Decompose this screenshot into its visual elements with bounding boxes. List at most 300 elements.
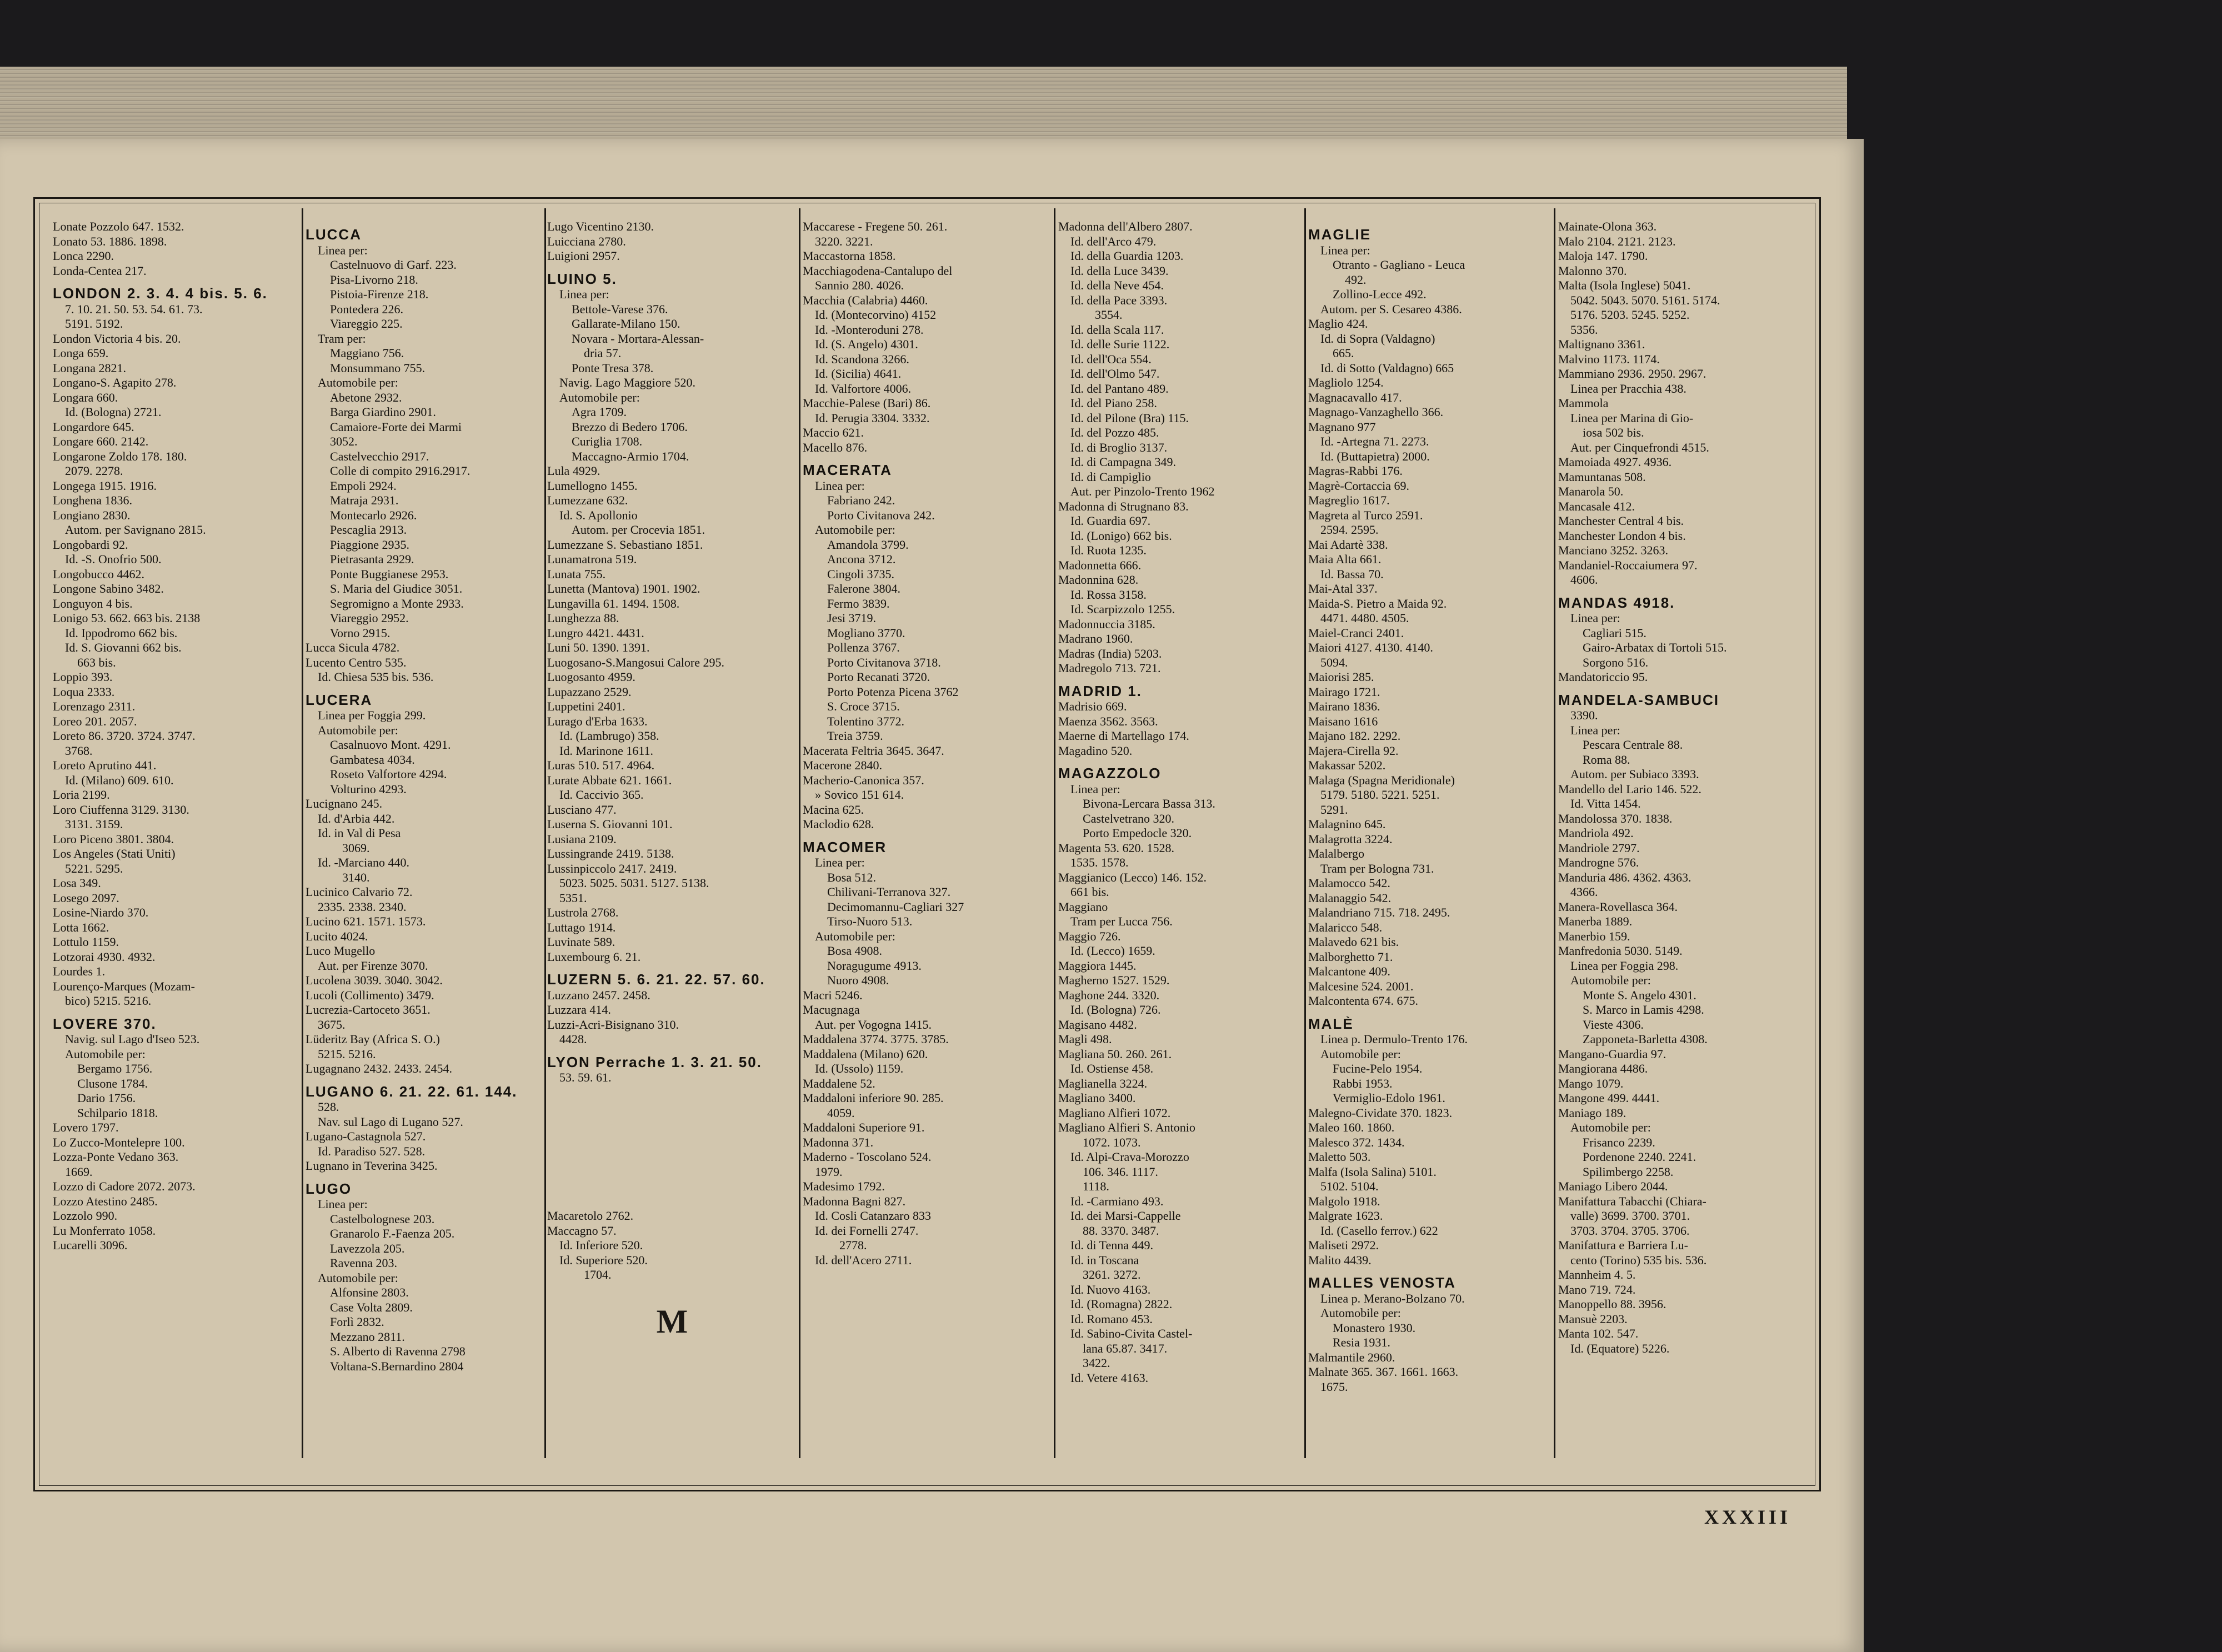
index-entry: Madonna di Strugnano 83. (1058, 499, 1189, 513)
index-entry: Lonato 53. 1886. 1898. (53, 234, 167, 248)
index-entry: Bettole-Varese 376. (572, 302, 668, 316)
index-entry: Mandatoriccio 95. (1558, 670, 1648, 684)
index-entry: dria 57. (584, 346, 622, 360)
index-entry: Pontedera 226. (330, 302, 403, 316)
index-entry: Id. Sabino-Civita Castel- (1070, 1326, 1193, 1340)
index-entry: Madras (India) 5203. (1058, 646, 1162, 660)
index-entry: Id. Inferiore 520. (559, 1238, 643, 1252)
index-entry: Cagliari 515. (1583, 625, 1647, 640)
index-entry: Loppio 393. (53, 670, 113, 684)
index-entry: Pordenone 2240. 2241. (1583, 1150, 1696, 1164)
index-entry: Volturino 4293. (330, 782, 407, 796)
index-heading: MAGAZZOLO (1058, 766, 1162, 781)
index-entry: Luras 510. 517. 4964. (547, 758, 655, 772)
index-entry: valle) 3699. 3700. 3701. (1570, 1209, 1690, 1223)
index-entry: Gambatesa 4034. (330, 752, 415, 767)
index-entry: Automobile per: (559, 390, 640, 404)
index-entry: Lucinico Calvario 72. (306, 885, 413, 899)
column-rule (302, 208, 303, 1458)
index-entry: Lungro 4421. 4431. (547, 625, 644, 640)
index-column-5 (1058, 219, 1300, 1464)
index-entry: Magreglio 1617. (1308, 493, 1390, 507)
index-entry: 3422. (1083, 1356, 1110, 1370)
index-entry: Viareggio 2952. (330, 611, 409, 625)
index-entry: Malgrate 1623. (1308, 1209, 1383, 1223)
index-entry: Id. Caccivio 365. (559, 788, 644, 802)
index-entry: Id. del Pilone (Bra) 115. (1070, 411, 1189, 425)
index-entry: Id. di Campagna 349. (1070, 455, 1177, 469)
index-entry: Linea per: (318, 243, 368, 257)
index-entry: Mandolossa 370. 1838. (1558, 811, 1673, 825)
index-entry: Porto Civitanova 242. (827, 508, 935, 522)
index-entry: Maltignano 3361. (1558, 337, 1645, 351)
index-entry: Madonnuccia 3185. (1058, 617, 1155, 631)
index-entry: Piaggione 2935. (330, 537, 409, 552)
index-entry: 3069. (342, 840, 370, 855)
index-entry: Lozza-Ponte Vedano 363. (53, 1150, 179, 1164)
index-entry: Linea per Pracchia 438. (1570, 381, 1686, 396)
index-entry: Magras-Rabbi 176. (1308, 464, 1403, 478)
index-entry: Navig. Lago Maggiore 520. (559, 376, 695, 389)
index-entry: Maia Alta 661. (1308, 552, 1382, 566)
index-entry: Luogosanto 4959. (547, 670, 635, 684)
index-entry: Frisanco 2239. (1583, 1135, 1655, 1149)
index-entry: Lu Monferrato 1058. (53, 1223, 156, 1238)
column-rule (1304, 208, 1306, 1458)
index-entry: Id. Marinone 1611. (559, 743, 654, 758)
index-entry: Longega 1915. 1916. (53, 478, 157, 493)
index-entry: 53. 59. 61. (559, 1070, 612, 1084)
index-entry: Castelbolognese 203. (330, 1212, 435, 1226)
index-entry: Luigioni 2957. (547, 249, 620, 263)
index-entry: Decimomannu-Cagliari 327 (827, 899, 964, 914)
index-entry: Fermo 3839. (827, 596, 890, 610)
index-entry: Id. (Buttapietra) 2000. (1320, 449, 1430, 463)
index-entry: Camaiore-Forte dei Marmi (330, 419, 462, 434)
index-entry: 5042. 5043. 5070. 5161. 5174. (1570, 293, 1720, 307)
page-folio: XXXIII (1704, 1506, 1791, 1528)
index-entry: Mezzano 2811. (330, 1329, 405, 1344)
index-entry: Linea per: (559, 287, 609, 301)
index-entry: Case Volta 2809. (330, 1300, 413, 1314)
index-entry: Mandriole 2797. (1558, 840, 1640, 855)
index-entry: Id. della Guardia 1203. (1070, 249, 1184, 263)
index-entry: Maggiano 756. (330, 346, 404, 360)
index-entry: Lumezzane S. Sebastiano 1851. (547, 537, 703, 552)
index-entry: Id. della Luce 3439. (1070, 263, 1169, 278)
index-entry: Lungavilla 61. 1494. 1508. (547, 596, 680, 610)
index-entry: Maggiano (1058, 899, 1108, 914)
index-entry: Noragugume 4913. (827, 958, 922, 973)
index-entry: 5191. 5192. (65, 317, 123, 331)
index-entry: Roseto Valfortore 4294. (330, 767, 447, 781)
index-entry: Id. dell'Acero 2711. (815, 1253, 912, 1267)
index-column-2 (306, 219, 547, 1464)
index-entry: Nav. sul Lago di Lugano 527. (318, 1114, 463, 1129)
index-entry: Pescara Centrale 88. (1583, 738, 1683, 752)
index-entry: 5356. (1570, 322, 1598, 337)
index-entry: Castelvetrano 320. (1083, 811, 1174, 825)
index-entry: Magadino 520. (1058, 743, 1133, 758)
index-entry: Linea per: (815, 478, 865, 493)
index-entry: S. Alberto di Ravenna 2798 (330, 1344, 466, 1358)
index-entry: Id. (Bologna) 2721. (65, 405, 162, 419)
index-entry: Macaretolo 2762. (547, 1209, 634, 1223)
index-entry: Voltana-S.Bernardino 2804 (330, 1359, 464, 1373)
index-entry: Loreto Aprutino 441. (53, 758, 157, 772)
index-entry: Maccio 621. (803, 425, 864, 439)
index-column-7 (1558, 219, 1805, 1464)
index-entry: Linea per: (815, 855, 865, 869)
index-entry: Automobile per: (318, 1270, 398, 1285)
index-entry: Matraja 2931. (330, 493, 399, 507)
index-entry: Longobardi 92. (53, 537, 128, 552)
index-entry: Mamoiada 4927. 4936. (1558, 455, 1672, 469)
index-entry: Id. Bassa 70. (1320, 567, 1384, 581)
index-entry: Lucarelli 3096. (53, 1238, 128, 1252)
index-heading: MALÈ (1308, 1016, 1354, 1031)
index-entry: Manifattura e Barriera Lu- (1558, 1238, 1688, 1252)
index-entry: S. Maria del Giudice 3051. (330, 582, 463, 595)
index-entry: Malgolo 1918. (1308, 1194, 1380, 1208)
index-entry: London Victoria 4 bis. 20. (53, 331, 181, 346)
index-entry: Id. (Ussolo) 1159. (815, 1062, 904, 1075)
index-entry: 1669. (65, 1164, 93, 1179)
index-entry: Macerone 2840. (803, 758, 882, 772)
index-entry: Id. di Sotto (Valdagno) 665 (1320, 361, 1454, 375)
index-entry: Lussingrande 2419. 5138. (547, 847, 674, 860)
index-entry: Linea per: (318, 1197, 368, 1211)
index-entry: Longano-S. Agapito 278. (53, 376, 177, 389)
index-entry: Mairago 1721. (1308, 684, 1380, 699)
index-heading: MACOMER (803, 839, 887, 854)
index-entry: Id. della Neve 454. (1070, 278, 1164, 292)
index-entry: Id. del Piano 258. (1070, 396, 1157, 410)
index-entry: Zapponeta-Barletta 4308. (1583, 1032, 1708, 1046)
index-entry: Ponte Tresa 378. (572, 361, 654, 375)
index-entry: Lavezzola 205. (330, 1241, 405, 1255)
index-entry: Pollenza 3767. (827, 640, 900, 654)
index-entry: Resia 1931. (1333, 1335, 1390, 1349)
index-entry: Ravenna 203. (330, 1256, 397, 1270)
index-entry: Magisano 4482. (1058, 1017, 1137, 1032)
index-entry: Maddalena (Milano) 620. (803, 1047, 928, 1061)
index-entry: Automobile per: (1570, 973, 1651, 987)
index-entry: Id. Rossa 3158. (1070, 587, 1147, 602)
index-entry: Tolentino 3772. (827, 714, 905, 728)
index-entry: Mannheim 4. 5. (1558, 1268, 1636, 1281)
index-entry: Longare 660. 2142. (53, 434, 149, 448)
index-entry: Castelvecchio 2917. (330, 449, 429, 463)
index-entry: Mandriola 492. (1558, 826, 1634, 840)
index-entry: Malborghetto 71. (1308, 949, 1393, 964)
index-entry: Id. (Sicilia) 4641. (815, 367, 902, 381)
index-entry: Novara - Mortara-Alessan- (572, 331, 704, 346)
index-entry: Id. in Val di Pesa (318, 826, 401, 840)
index-entry: Mammiano 2936. 2950. 2967. (1558, 367, 1706, 381)
index-entry: Malcantone 409. (1308, 964, 1390, 978)
index-entry: 5179. 5180. 5221. 5251. (1320, 788, 1440, 802)
index-entry: Loreo 201. 2057. (53, 714, 137, 728)
index-entry: Automobile per: (815, 929, 895, 943)
index-entry: Lussinpiccolo 2417. 2419. (547, 861, 677, 875)
index-entry: Lourdes 1. (53, 964, 106, 978)
index-entry: Id. -S. Onofrio 500. (65, 552, 162, 566)
index-heading: LUCERA (306, 692, 373, 707)
index-entry: Malagnino 645. (1308, 817, 1386, 831)
index-column-4 (803, 219, 1050, 1464)
index-entry: Clusone 1784. (77, 1076, 148, 1090)
index-entry: Id. di Broglio 3137. (1070, 440, 1168, 454)
index-entry: 2778. (839, 1238, 867, 1252)
index-entry: 2594. 2595. (1320, 523, 1379, 537)
index-entry: 4059. (827, 1105, 855, 1120)
index-entry: Maniago Libero 2044. (1558, 1179, 1668, 1193)
index-entry: Id. S. Giovanni 662 bis. (65, 640, 182, 654)
index-entry: Lumezzane 632. (547, 493, 628, 507)
index-entry: Schilpario 1818. (77, 1105, 158, 1120)
index-entry: Id. (Casello ferrov.) 622 (1320, 1223, 1438, 1238)
index-entry: Manchester Central 4 bis. (1558, 514, 1684, 528)
index-entry: Bosa 512. (827, 870, 876, 884)
index-entry: Magherno 1527. 1529. (1058, 973, 1170, 987)
index-entry: Id. delle Surie 1122. (1070, 337, 1170, 351)
index-entry: Id. dell'Olmo 547. (1070, 367, 1160, 381)
index-entry: Mango 1079. (1558, 1076, 1624, 1090)
index-entry: Lottulo 1159. (53, 935, 119, 949)
index-entry: Empoli 2924. (330, 478, 397, 493)
index-entry: Lucoli (Collimento) 3479. (306, 988, 434, 1002)
index-entry: Malta (Isola Inglese) 5041. (1558, 278, 1691, 292)
index-entry: Majano 182. 2292. (1308, 729, 1401, 743)
index-entry: Id. Superiore 520. (559, 1253, 648, 1267)
index-entry: Id. Valfortore 4006. (815, 381, 912, 396)
index-entry: Lourenço-Marques (Mozam- (53, 979, 195, 993)
index-entry: Malalbergo (1308, 847, 1365, 860)
index-entry: Lonate Pozzolo 647. 1532. (53, 219, 184, 233)
index-entry: S. Marco in Lamis 4298. (1583, 1003, 1704, 1017)
index-entry: Longiano 2830. (53, 508, 131, 522)
index-heading: MAGLIE (1308, 227, 1372, 242)
index-entry: Linea per: (1320, 243, 1370, 257)
index-entry: Id. (Equatore) 5226. (1570, 1341, 1670, 1355)
index-entry: Lotta 1662. (53, 920, 109, 934)
index-entry: 4471. 4480. 4505. (1320, 611, 1409, 625)
index-entry: Fucine-Pelo 1954. (1333, 1062, 1423, 1075)
index-entry: 4366. (1570, 885, 1598, 899)
index-entry: Longa 659. (53, 346, 109, 360)
index-entry: Gairo-Arbatax di Tortoli 515. (1583, 640, 1727, 654)
index-entry: Id. (S. Angelo) 4301. (815, 337, 918, 351)
index-entry: Cingoli 3735. (827, 567, 895, 581)
index-entry: Lugo Vicentino 2130. (547, 219, 654, 233)
index-entry: Magreta al Turco 2591. (1308, 508, 1423, 522)
index-entry: Lustrola 2768. (547, 905, 619, 919)
index-entry: Mai Adartè 338. (1308, 537, 1388, 552)
index-entry: Mandaniel-Roccaiumera 97. (1558, 558, 1698, 572)
index-entry: Maletto 503. (1308, 1150, 1371, 1164)
index-entry: Porto Civitanova 3718. (827, 655, 941, 669)
index-entry: Id. (Lambrugo) 358. (559, 729, 659, 743)
index-entry: Chilivani-Terranova 327. (827, 885, 951, 899)
index-entry: Monte S. Angelo 4301. (1583, 988, 1696, 1002)
index-entry: 1704. (584, 1268, 612, 1281)
index-entry: Automobile per: (815, 523, 895, 537)
index-entry: Automobile per: (65, 1047, 146, 1061)
index-entry: 3131. 3159. (65, 817, 123, 831)
index-entry: Maerne di Martellago 174. (1058, 729, 1189, 743)
index-entry: Madrisio 669. (1058, 699, 1127, 713)
index-heading: LUCCA (306, 227, 362, 242)
index-entry: Manerbio 159. (1558, 929, 1630, 943)
index-heading: LYON Perrache 1. 3. 21. 50. (547, 1054, 762, 1069)
index-entry: Id. -Artegna 71. 2273. (1320, 434, 1429, 448)
index-entry: Id. Vetere 4163. (1070, 1370, 1149, 1385)
index-entry: Id. del Pozzo 485. (1070, 425, 1159, 439)
index-entry: Maiori 4127. 4130. 4140. (1308, 640, 1433, 654)
index-entry: Linea p. Dermulo-Trento 176. (1320, 1032, 1468, 1046)
index-entry: Zollino-Lecce 492. (1333, 287, 1427, 301)
index-entry: Madonnina 628. (1058, 573, 1139, 587)
index-entry: Autom. per Subiaco 3393. (1570, 767, 1699, 781)
index-entry: Luni 50. 1390. 1391. (547, 640, 650, 654)
index-entry: Lugagnano 2432. 2433. 2454. (306, 1062, 452, 1075)
index-entry: Bivona-Lercara Bassa 313. (1083, 797, 1215, 810)
index-entry: Madregolo 713. 721. (1058, 661, 1161, 675)
index-entry: Macchiagodena-Cantalupo del (803, 263, 953, 278)
index-entry: 5215. 5216. (318, 1047, 376, 1061)
index-entry: Longana 2821. (53, 361, 126, 375)
index-heading: LUGANO 6. 21. 22. 61. 144. (306, 1084, 518, 1099)
index-entry: Maenza 3562. 3563. (1058, 714, 1158, 728)
index-entry: Maliseti 2972. (1308, 1238, 1379, 1252)
index-entry: Automobile per: (318, 723, 398, 737)
index-entry: Malamocco 542. (1308, 876, 1390, 890)
index-entry: 3052. (330, 434, 358, 448)
index-entry: Malandriano 715. 718. 2495. (1308, 905, 1450, 919)
index-entry: Lucito 4024. (306, 929, 368, 943)
index-entry: 3261. 3272. (1083, 1268, 1141, 1281)
index-entry: Viareggio 225. (330, 317, 403, 331)
index-entry: Maiorisi 285. (1308, 670, 1374, 684)
index-entry: Aut. per Cinquefrondi 4515. (1570, 440, 1709, 454)
index-entry: Id. di Tenna 449. (1070, 1238, 1153, 1252)
index-entry: Id. Romano 453. (1070, 1311, 1153, 1326)
index-entry: Id. Guardia 697. (1070, 514, 1151, 528)
index-entry: Aut. per Pinzolo-Trento 1962 (1070, 484, 1215, 498)
index-entry: Id. dei Marsi-Cappelle (1070, 1209, 1181, 1223)
index-entry: Luzzano 2457. 2458. (547, 988, 650, 1002)
index-entry: Treia 3759. (827, 729, 883, 743)
index-entry: Brezzo di Bedero 1706. (572, 419, 688, 434)
index-column-6 (1308, 219, 1553, 1464)
index-entry: Mandello del Lario 146. 522. (1558, 782, 1701, 796)
index-entry: 5291. (1320, 802, 1348, 817)
index-entry: Lupazzano 2529. (547, 684, 632, 699)
index-entry: Lumellogno 1455. (547, 478, 638, 493)
index-entry: Porto Empedocle 320. (1083, 826, 1192, 840)
index-entry: Id. Alpi-Crava-Morozzo (1070, 1150, 1189, 1164)
index-entry: Lurate Abbate 621. 1661. (547, 773, 672, 787)
index-entry: Magnano 977 (1308, 419, 1376, 434)
index-entry: Luzzi-Acri-Bisignano 310. (547, 1017, 679, 1032)
index-entry: 3390. (1570, 708, 1598, 722)
index-heading: LUGO (306, 1181, 352, 1196)
index-entry: Automobile per: (1320, 1047, 1401, 1061)
index-entry: Macchie-Palese (Bari) 86. (803, 396, 931, 410)
index-entry: Lorenzago 2311. (53, 699, 136, 713)
index-entry: Linea per Marina di Gio- (1570, 411, 1694, 425)
index-entry: Malnate 365. 367. 1661. 1663. (1308, 1365, 1459, 1379)
index-entry: Loro Ciuffenna 3129. 3130. (53, 802, 189, 817)
index-entry: Manifattura Tabacchi (Chiara- (1558, 1194, 1706, 1208)
index-entry: Mainate-Olona 363. (1558, 219, 1657, 233)
index-entry: Autom. per Savignano 2815. (65, 523, 206, 537)
index-entry: 88. 3370. 3487. (1083, 1223, 1159, 1238)
index-entry: Manfredonia 5030. 5149. (1558, 944, 1683, 958)
index-entry: » Sovico 151 614. (815, 788, 904, 802)
index-heading: LONDON 2. 3. 4. 4 bis. 5. 6. (53, 286, 268, 301)
index-entry: Roma 88. (1583, 752, 1630, 767)
index-entry: Longhena 1836. (53, 493, 132, 507)
index-entry: Macina 625. (803, 802, 864, 817)
index-entry: Pietrasanta 2929. (330, 552, 414, 566)
index-entry: Longarone Zoldo 178. 180. (53, 449, 187, 463)
index-entry: Id. (Milano) 609. 610. (65, 773, 174, 787)
index-entry: Castelnuovo di Garf. 223. (330, 258, 457, 272)
index-entry: 3768. (65, 743, 93, 758)
index-entry: Mamuntanas 508. (1558, 469, 1646, 484)
index-heading: LUZERN 5. 6. 21. 22. 57. 60. (547, 972, 765, 987)
index-entry: lana 65.87. 3417. (1083, 1341, 1168, 1355)
index-entry: 528. (318, 1100, 339, 1114)
index-entry: iosa 502 bis. (1583, 425, 1644, 439)
index-entry: Londa-Centea 217. (53, 263, 147, 278)
index-entry: Lozzo Atestino 2485. (53, 1194, 158, 1208)
index-entry: Maisano 1616 (1308, 714, 1378, 728)
index-entry: Manera-Rovellasca 364. (1558, 899, 1678, 914)
index-entry: Maiel-Cranci 2401. (1308, 625, 1404, 640)
index-entry: Id. -Monteroduni 278. (815, 322, 924, 337)
index-entry: Tram per Bologna 731. (1320, 861, 1434, 875)
index-entry: Malaga (Spagna Meridionale) (1308, 773, 1455, 787)
index-entry: Barga Giardino 2901. (330, 405, 436, 419)
index-entry: Maggio 726. (1058, 929, 1121, 943)
index-entry: Malagrotta 3224. (1308, 832, 1393, 846)
index-entry: Malcesine 524. 2001. (1308, 979, 1414, 993)
index-entry: Longardore 645. (53, 419, 134, 434)
index-entry: Tirso-Nuoro 513. (827, 914, 913, 928)
index-entry: Id. (Lonigo) 662 bis. (1070, 528, 1172, 543)
index-entry: Id. Perugia 3304. 3332. (815, 411, 930, 425)
index-entry (547, 1194, 794, 1209)
index-entry: Longone Sabino 3482. (53, 582, 164, 595)
index-entry: Id. della Pace 3393. (1070, 293, 1168, 307)
index-entry: Magnago-Vanzaghello 366. (1308, 405, 1444, 419)
index-entry: Macri 5246. (803, 988, 863, 1002)
index-entry: Lucrezia-Cartoceto 3651. (306, 1003, 431, 1017)
index-entry: Nuoro 4908. (827, 973, 889, 987)
index-entry: Pisa-Livorno 218. (330, 272, 418, 287)
index-entry: cento (Torino) 535 bis. 536. (1570, 1253, 1707, 1267)
index-entry: Jesi 3719. (827, 611, 876, 625)
index-column-3 (547, 219, 794, 1464)
index-entry: Tram per Lucca 756. (1070, 914, 1173, 928)
index-entry: 492. (1345, 272, 1367, 287)
index-entry: Maida-S. Pietro a Maida 92. (1308, 596, 1447, 610)
index-entry: Lucignano 245. (306, 797, 383, 810)
index-entry: Id. Vitta 1454. (1570, 797, 1641, 810)
